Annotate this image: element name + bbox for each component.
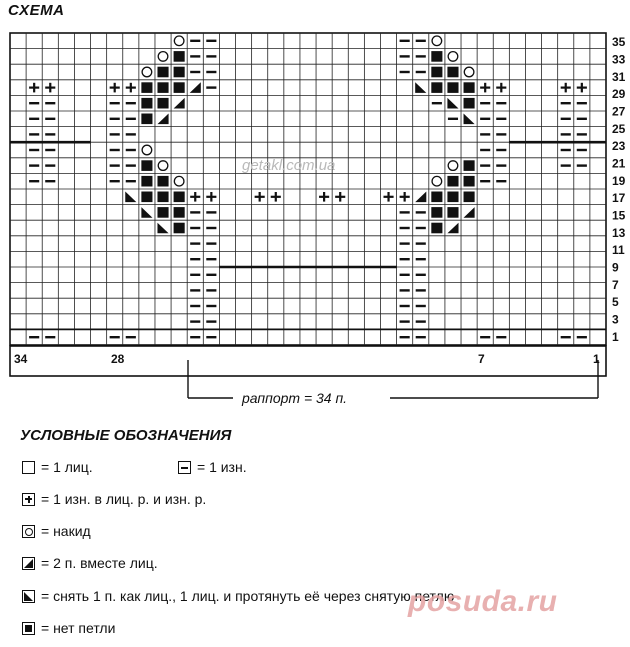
purl-mark — [190, 320, 200, 322]
no-stitch-mark — [431, 223, 442, 234]
purl-mark — [480, 102, 490, 104]
no-stitch-mark — [464, 98, 475, 109]
purl-mark — [126, 102, 136, 104]
row-label: 17 — [612, 191, 626, 206]
no-stitch-mark — [174, 82, 185, 93]
purl-mark — [400, 55, 410, 57]
purl-mark — [190, 55, 200, 57]
legend-text-purl: = 1 изн. — [197, 459, 247, 475]
no-stitch-mark — [157, 207, 168, 218]
cross-mark — [49, 83, 51, 93]
rapport-label: раппорт = 34 п. — [242, 390, 348, 406]
cross-symbol-icon — [22, 493, 35, 506]
purl-mark — [45, 133, 55, 135]
purl-mark — [110, 164, 120, 166]
no-stitch-symbol-icon — [22, 622, 35, 635]
purl-mark — [496, 336, 506, 338]
cross-mark — [194, 192, 196, 202]
row-label: 9 — [612, 260, 619, 275]
no-stitch-mark — [447, 82, 458, 93]
purl-mark — [190, 258, 200, 260]
row-label: 19 — [612, 173, 626, 188]
no-stitch-mark — [157, 98, 168, 109]
purl-mark — [206, 320, 216, 322]
no-stitch-mark — [174, 67, 185, 78]
no-stitch-mark — [157, 192, 168, 203]
row-label: 21 — [612, 156, 626, 171]
purl-mark — [561, 336, 571, 338]
purl-mark — [496, 180, 506, 182]
cross-mark — [114, 83, 116, 93]
purl-mark — [110, 336, 120, 338]
purl-mark — [206, 227, 216, 229]
purl-mark — [432, 102, 442, 104]
no-stitch-mark — [157, 67, 168, 78]
purl-mark — [206, 274, 216, 276]
purl-mark — [416, 258, 426, 260]
purl-mark — [561, 102, 571, 104]
row-label: 29 — [612, 87, 626, 102]
cross-mark — [565, 83, 567, 93]
legend-item-purl — [178, 457, 247, 477]
purl-mark — [29, 102, 39, 104]
purl-mark — [45, 118, 55, 120]
purl-mark — [29, 336, 39, 338]
row-label: 5 — [612, 295, 619, 310]
row-label: 7 — [612, 277, 619, 292]
legend-text-knit: = 1 лиц. — [41, 459, 93, 475]
purl-mark — [206, 55, 216, 57]
row-label: 3 — [612, 312, 619, 327]
purl-mark — [206, 289, 216, 291]
no-stitch-mark — [464, 192, 475, 203]
purl-mark — [496, 149, 506, 151]
purl-mark — [561, 118, 571, 120]
purl-mark — [400, 71, 410, 73]
cross-mark — [210, 192, 212, 202]
no-stitch-mark — [141, 176, 152, 187]
purl-mark — [400, 242, 410, 244]
purl-mark — [400, 336, 410, 338]
purl-mark — [126, 336, 136, 338]
purl-mark — [480, 149, 490, 151]
no-stitch-mark — [464, 160, 475, 171]
purl-mark — [577, 102, 587, 104]
no-stitch-mark — [447, 176, 458, 187]
row-label: 33 — [612, 52, 626, 67]
knit-symbol-icon — [22, 461, 35, 474]
col-label: 7 — [478, 352, 485, 366]
purl-mark — [496, 164, 506, 166]
yarn-over-symbol-icon — [22, 525, 35, 538]
purl-mark — [416, 274, 426, 276]
purl-mark — [190, 211, 200, 213]
no-stitch-mark — [141, 82, 152, 93]
purl-mark — [190, 336, 200, 338]
row-label: 13 — [612, 225, 626, 240]
purl-mark — [577, 149, 587, 151]
purl-mark — [416, 305, 426, 307]
purl-mark — [206, 336, 216, 338]
purl-mark — [480, 118, 490, 120]
purl-mark — [561, 149, 571, 151]
purl-mark — [45, 149, 55, 151]
col-label: 34 — [14, 352, 28, 366]
purl-symbol-icon — [178, 461, 191, 474]
no-stitch-mark — [431, 67, 442, 78]
purl-mark — [190, 305, 200, 307]
purl-mark — [29, 118, 39, 120]
no-stitch-mark — [431, 192, 442, 203]
purl-mark — [400, 289, 410, 291]
purl-mark — [416, 242, 426, 244]
purl-mark — [416, 40, 426, 42]
legend-text-cross: = 1 изн. в лиц. р. и изн. р. — [41, 491, 207, 507]
purl-mark — [400, 320, 410, 322]
purl-mark — [206, 211, 216, 213]
row-label: 25 — [612, 121, 626, 136]
col-label: 28 — [111, 352, 125, 366]
purl-mark — [561, 133, 571, 135]
purl-mark — [45, 336, 55, 338]
purl-mark — [480, 336, 490, 338]
skp-symbol-icon — [22, 590, 35, 603]
purl-mark — [29, 133, 39, 135]
no-stitch-mark — [447, 207, 458, 218]
purl-mark — [416, 227, 426, 229]
no-stitch-mark — [464, 82, 475, 93]
purl-mark — [416, 211, 426, 213]
purl-mark — [480, 164, 490, 166]
purl-mark — [400, 227, 410, 229]
row-label: 31 — [612, 69, 626, 84]
no-stitch-mark — [431, 82, 442, 93]
purl-mark — [400, 305, 410, 307]
legend-text-yo: = накид — [41, 523, 91, 539]
no-stitch-mark — [157, 176, 168, 187]
purl-mark — [190, 40, 200, 42]
cross-mark — [500, 83, 502, 93]
purl-mark — [400, 211, 410, 213]
cross-mark — [387, 192, 389, 202]
purl-mark — [110, 133, 120, 135]
purl-mark — [206, 258, 216, 260]
no-stitch-mark — [447, 192, 458, 203]
purl-mark — [416, 71, 426, 73]
legend-text-k2tog: = 2 п. вместе лиц. — [41, 555, 158, 571]
purl-mark — [496, 102, 506, 104]
purl-mark — [480, 133, 490, 135]
purl-mark — [190, 242, 200, 244]
purl-mark — [206, 71, 216, 73]
cross-mark — [581, 83, 583, 93]
purl-mark — [400, 274, 410, 276]
cross-mark — [339, 192, 341, 202]
purl-mark — [190, 274, 200, 276]
purl-mark — [561, 164, 571, 166]
purl-mark — [577, 133, 587, 135]
legend-item-k2tog — [22, 553, 158, 573]
legend-item-no-stitch — [22, 618, 115, 638]
no-stitch-mark — [174, 51, 185, 62]
purl-mark — [577, 336, 587, 338]
purl-mark — [206, 86, 216, 88]
legend-text-skp: = снять 1 п. как лиц., 1 лиц. и протянуть её через снятую петлю — [41, 588, 455, 604]
purl-mark — [206, 305, 216, 307]
purl-mark — [29, 180, 39, 182]
cross-mark — [259, 192, 261, 202]
row-label: 27 — [612, 104, 626, 119]
site-watermark: posuda.ru — [408, 585, 558, 618]
no-stitch-mark — [141, 98, 152, 109]
purl-mark — [496, 118, 506, 120]
purl-mark — [29, 164, 39, 166]
purl-mark — [190, 289, 200, 291]
col-label-frame — [10, 346, 606, 376]
cross-mark — [323, 192, 325, 202]
cross-mark — [484, 83, 486, 93]
cross-mark — [33, 83, 35, 93]
col-label: 1 — [593, 352, 600, 366]
purl-mark — [416, 336, 426, 338]
legend-text-no-stitch: = нет петли — [41, 620, 116, 636]
legend-item-knit — [22, 457, 93, 477]
legend-title: УСЛОВНЫЕ ОБОЗНАЧЕНИЯ — [20, 427, 232, 444]
purl-mark — [448, 118, 458, 120]
purl-mark — [206, 242, 216, 244]
no-stitch-mark — [174, 207, 185, 218]
row-label: 15 — [612, 208, 626, 223]
purl-mark — [480, 180, 490, 182]
no-stitch-mark — [464, 176, 475, 187]
no-stitch-mark — [174, 223, 185, 234]
no-stitch-mark — [141, 114, 152, 125]
purl-mark — [400, 40, 410, 42]
no-stitch-mark — [141, 160, 152, 171]
row-label: 11 — [612, 243, 625, 258]
row-label: 1 — [612, 329, 619, 344]
purl-mark — [126, 133, 136, 135]
purl-mark — [416, 289, 426, 291]
cross-mark — [275, 192, 277, 202]
purl-mark — [190, 71, 200, 73]
row-label: 35 — [612, 35, 626, 50]
purl-mark — [416, 320, 426, 322]
purl-mark — [416, 55, 426, 57]
purl-mark — [110, 102, 120, 104]
no-stitch-mark — [174, 192, 185, 203]
legend-item-yo — [22, 521, 91, 541]
chart-title: СХЕМА — [8, 2, 65, 19]
purl-mark — [29, 149, 39, 151]
legend-item-cross — [22, 489, 206, 509]
no-stitch-mark — [447, 67, 458, 78]
no-stitch-mark — [431, 51, 442, 62]
purl-mark — [110, 118, 120, 120]
purl-mark — [45, 102, 55, 104]
purl-mark — [206, 40, 216, 42]
cross-mark — [130, 83, 132, 93]
purl-mark — [190, 227, 200, 229]
purl-mark — [126, 118, 136, 120]
no-stitch-mark — [157, 82, 168, 93]
purl-mark — [496, 133, 506, 135]
cross-mark — [404, 192, 406, 202]
purl-mark — [126, 180, 136, 182]
purl-mark — [400, 258, 410, 260]
purl-mark — [45, 164, 55, 166]
purl-mark — [577, 118, 587, 120]
purl-mark — [126, 164, 136, 166]
purl-mark — [45, 180, 55, 182]
row-label: 23 — [612, 139, 626, 154]
purl-mark — [110, 149, 120, 151]
k2tog-symbol-icon — [22, 557, 35, 570]
no-stitch-mark — [141, 192, 152, 203]
chart-watermark: getakl.com.ua — [242, 157, 336, 174]
no-stitch-mark — [431, 207, 442, 218]
purl-mark — [126, 149, 136, 151]
purl-mark — [110, 180, 120, 182]
purl-mark — [577, 164, 587, 166]
legend-item-skp — [22, 586, 454, 606]
